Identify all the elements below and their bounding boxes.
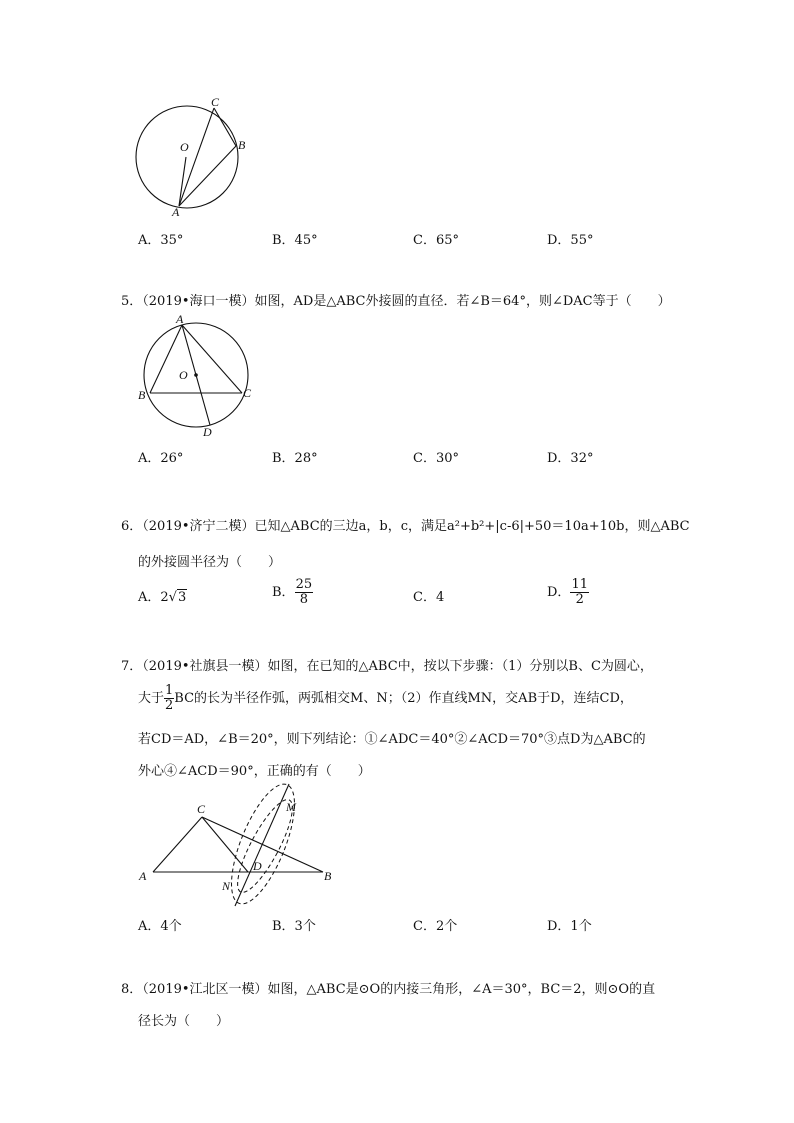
q4-segment-CB [214,108,236,146]
q7-half-fraction [164,684,174,713]
q6-option-b-denominator: 8 [299,592,308,607]
q7-construction-figure [135,784,345,908]
q7-label-N: N [222,879,231,893]
q7-line-MN [235,784,289,906]
q4-option-d[interactable]: D．55° [547,233,594,248]
q7-stem-line1: 7．（2019•社旗县一模）如图，在已知的△ABC中，按以下步骤：（1）分别以B、C为圆心， [121,659,653,674]
q7-label-B: B [324,869,332,883]
q5-options [0,447,794,465]
q6-option-a[interactable] [138,586,187,605]
q6-option-b-numerator: 25 [295,577,313,592]
q6-option-d[interactable] [547,578,589,607]
q6-option-b-fraction [295,578,314,607]
q5-label-D: D [203,425,212,439]
q6-option-b[interactable] [272,578,313,607]
q7-option-c[interactable]: C．2个 [413,919,458,934]
q5-stem-text: 5．（2019•海口一模）如图，AD是△ABC外接圆的直径．若∠B＝64°，则∠DAC等于（ ） [121,294,671,309]
q7-options [0,915,794,933]
q5-option-d[interactable]: D．32° [547,451,594,466]
q4-options [0,229,794,247]
q6-option-c[interactable]: C．4 [413,590,445,605]
q4-option-b[interactable]: B．45° [272,233,318,248]
q7-option-b[interactable]: B．3个 [272,919,316,934]
q4-label-C: C [211,95,220,109]
q6-option-b-label: B． [272,585,295,600]
q4-label-B: B [238,138,246,152]
q7-segment-CD [202,817,248,872]
q6-option-d-numerator: 11 [571,577,588,592]
q6-stem-line2: 的外接圆半径为（ ） [138,555,282,570]
q4-segment-AC [179,108,214,206]
q6-option-a-label: A． [138,590,161,605]
q4-circle [136,106,238,208]
q5-option-b[interactable]: B．28° [272,451,318,466]
q5-label-O: O [179,368,188,382]
q7-label-D: D [253,859,262,873]
q4-label-O: O [180,140,189,154]
q4-circle-figure [130,95,260,225]
q6-sqrt-sign: √ [168,590,177,605]
q5-stem [121,290,671,309]
q7-option-a[interactable]: A．4个 [138,919,182,934]
q6-option-d-label: D． [547,585,571,600]
q7-half-numerator: 1 [165,683,174,698]
q8-stem-line2: 径长为（ ） [138,1014,230,1029]
q6-option-d-fraction [570,578,589,607]
q4-segment-AO [179,157,186,206]
q6-option-a-radicand: 3 [177,590,187,605]
q6-option-a-coef: 2 [160,590,169,605]
q7-line2-post: BC的长为半径作弧，两弧相交M、N；（2）作直线MN，交AB于D，连结CD， [174,691,633,706]
q8-stem-line1: 8．（2019•江北区一模）如图，△ABC是⊙O的内接三角形，∠A＝30°，BC＝2，则⊙O的直 [121,982,656,997]
q5-label-B: B [138,388,146,402]
q7-stem-line2 [138,684,633,713]
q7-line2-pre: 大于 [138,691,165,706]
q5-center-dot [194,373,198,377]
q6-stem-line1: 6．（2019•济宁二模）已知△ABC的三边a，b，c，满足a²+b²+|c-6|+50＝10a+10b，则△ABC [121,519,690,534]
q5-circle-figure [134,308,264,440]
q7-half-denominator: 2 [165,698,174,713]
q7-stem-line4: 外心④∠ACD＝90°，正确的有（ ） [138,764,371,779]
q4-label-A: A [172,205,180,219]
q7-label-M: M [286,800,296,814]
q4-option-a[interactable]: A．35° [138,233,184,248]
q7-option-d[interactable]: D．1个 [547,919,592,934]
q6-option-d-denominator: 2 [575,592,584,607]
q6-options [0,578,794,612]
q7-segment-AC [153,817,202,872]
q7-label-A: A [139,869,147,883]
q7-label-C: C [197,802,206,816]
q5-segment-AB [150,325,182,393]
q7-stem-line3: 若CD＝AD，∠B＝20°，则下列结论：①∠ADC＝40°②∠ACD＝70°③点D为△ABC的 [138,732,646,747]
q5-label-C: C [243,386,252,400]
q5-option-c[interactable]: C．30° [413,451,459,466]
q4-segment-AB [179,146,236,206]
q5-option-a[interactable]: A．26° [138,451,184,466]
q5-label-A: A [176,312,184,326]
q4-option-c[interactable]: C．65° [413,233,459,248]
